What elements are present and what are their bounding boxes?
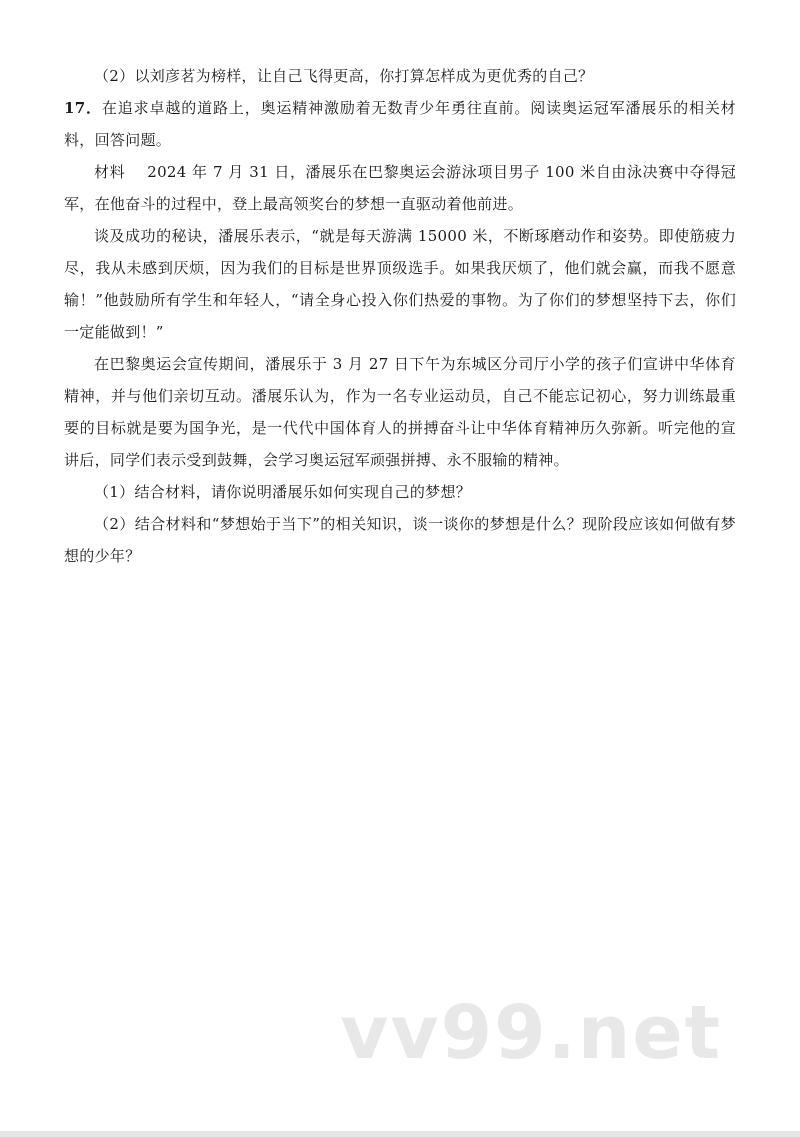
page-bottom-edge <box>0 1131 800 1137</box>
q16-part2-question: （2）以刘彦茗为榜样，让自己飞得更高，你打算怎样成为更优秀的自己？ <box>94 67 594 85</box>
watermark-logo: vv99.net <box>340 990 722 1076</box>
material-p1-text: 2024 年 7 月 31 日，潘展乐在巴黎奥运会游泳项目男子 100 米自由泳决赛中夺得冠军，在他奋斗的过程中，登上最高领奖台的梦想一直驱动着他前进。 <box>64 163 736 213</box>
q17-material-paragraph-3: 在巴黎奥运会宣传期间，潘展乐于 3 月 27 日下午为东城区分司厅小学的孩子们宣讲中华体育精神，并与他们亲切互动。潘展乐认为，作为一名专业运动员，自己不能忘记初心，努力训练最重要的目标就是要为国争光，是一代代中国体育人的拼搏奋斗让中华体育精神历久弥新。听完他的宣讲后，同学们表示受到鼓舞，会学习奥运冠军顽强拼搏、永不服输的精神。 <box>64 355 736 469</box>
q17-material-paragraph-2: 谈及成功的秘诀，潘展乐表示，“就是每天游满 15000 米，不断琢磨动作和姿势。即使筋疲力尽，我从未感到厌烦，因为我们的目标是世界顶级选手。如果我厌烦了，他们就会赢，而我不愿意输！”他鼓励所有学生和年轻人，“请全身心投入你们热爱的事物。为了你们的梦想坚持下去，你们一定能做到！” <box>64 227 736 341</box>
q17-part1-question: （1）结合材料，请你说明潘展乐如何实现自己的梦想？ <box>94 483 472 501</box>
material-label: 材料 <box>94 163 126 181</box>
q17-stem-text: 在追求卓越的道路上，奥运精神激励着无数青少年勇往直前。阅读奥运冠军潘展乐的相关材料，回答问题。 <box>64 99 736 149</box>
document-content <box>64 60 736 572</box>
q17-part2-question: （2）结合材料和“梦想始于当下”的相关知识，谈一谈你的梦想是什么？现阶段应该如何做有梦想的少年？ <box>64 515 736 565</box>
q17-material-paragraph-1 <box>64 156 736 220</box>
q17-stem <box>64 92 736 156</box>
q17-number: 17． <box>64 99 102 117</box>
